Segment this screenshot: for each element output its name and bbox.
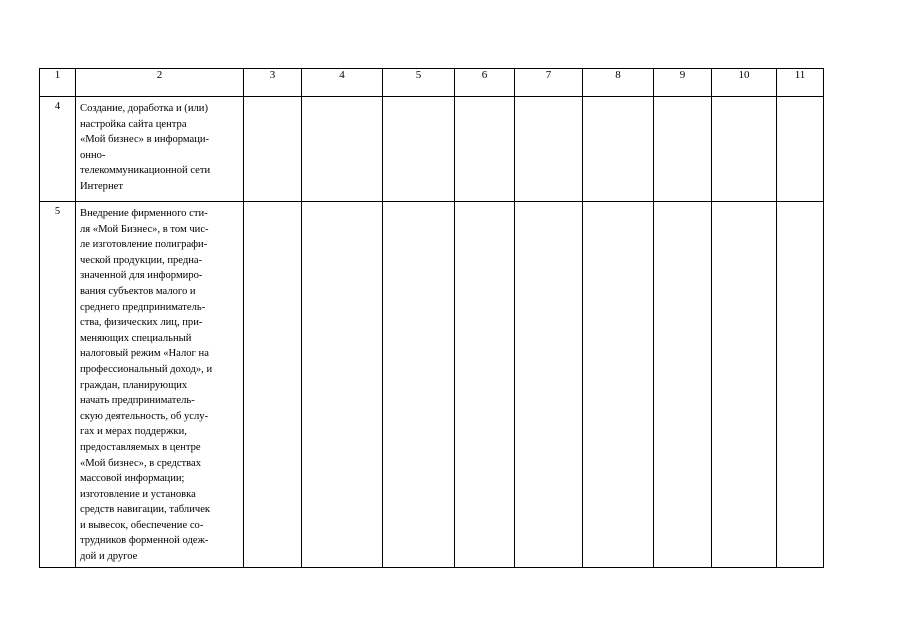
table-cell <box>302 97 383 202</box>
table-cell <box>302 202 383 568</box>
table-cell <box>583 202 654 568</box>
column-header: 3 <box>244 69 302 97</box>
table-cell <box>777 202 824 568</box>
table-cell <box>455 97 515 202</box>
table-cell <box>383 97 455 202</box>
table-cell <box>515 97 583 202</box>
table-cell <box>244 202 302 568</box>
header-row <box>40 69 824 97</box>
table-cell <box>777 97 824 202</box>
table-cell <box>515 202 583 568</box>
column-header: 4 <box>302 69 383 97</box>
table-cell <box>654 97 712 202</box>
table-cell <box>583 97 654 202</box>
column-header: 9 <box>654 69 712 97</box>
table-cell <box>383 202 455 568</box>
data-table <box>39 68 824 568</box>
table-cell <box>712 97 777 202</box>
row-description: Внедрение фирменного сти- ля «Мой Бизнес», в том чис- ле изготовление полиграфи- ческой продукции, предна- значенной для информиро- вания субъектов малого и среднего предприниматель- ства, физических лиц, при- меняющих специальный налоговый режим «Налог на профессиональный доход», и граждан, планирующих начать предприниматель- скую деятельность, об услу- гах и мерах поддержки, предоставляемых в центре «Мой бизнес», в средствах массовой информации; изготовление и установка средств навигации, табличек и вывесок, обеспечение со- трудников форменной одеж- дой и другое <box>76 202 244 568</box>
table-cell <box>654 202 712 568</box>
table-cell <box>455 202 515 568</box>
row-number: 5 <box>40 202 76 568</box>
column-header: 8 <box>583 69 654 97</box>
column-header: 11 <box>777 69 824 97</box>
column-header: 7 <box>515 69 583 97</box>
column-header: 5 <box>383 69 455 97</box>
column-header: 1 <box>40 69 76 97</box>
column-header: 6 <box>455 69 515 97</box>
column-header: 2 <box>76 69 244 97</box>
table-cell <box>712 202 777 568</box>
column-header: 10 <box>712 69 777 97</box>
table-row <box>40 97 824 202</box>
table-cell <box>244 97 302 202</box>
row-description: Создание, доработка и (или) настройка сайта центра «Мой бизнес» в информаци- онно- телекоммуникационной сети Интернет <box>76 97 244 202</box>
row-number: 4 <box>40 97 76 202</box>
table-row <box>40 202 824 568</box>
